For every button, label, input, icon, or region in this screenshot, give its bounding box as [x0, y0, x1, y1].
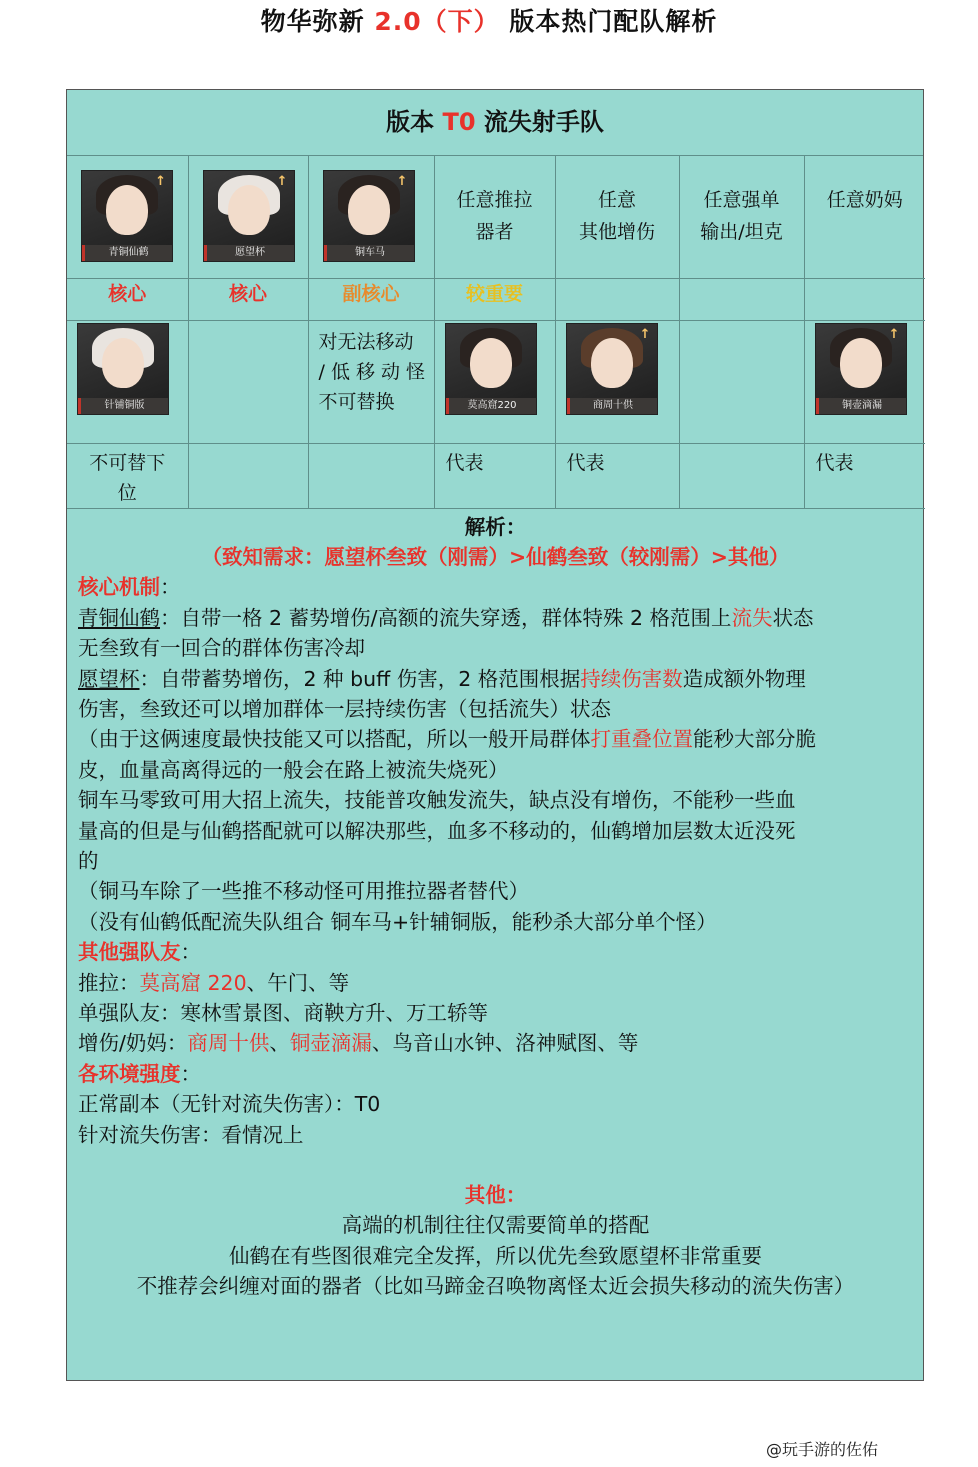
cell-note-3	[308, 443, 434, 508]
character-portrait[interactable]	[445, 323, 537, 415]
upgrade-arrow-icon: ↑	[276, 174, 288, 189]
cell-slot-healer	[804, 156, 925, 278]
misc-line-2: 仙鹤在有些图很难完全发挥，所以优先叁致愿望杯非常重要	[229, 1243, 762, 1268]
role-label	[555, 278, 679, 320]
single-line: 单强队友：寒林雪景图、商鞅方升、万工轿等	[78, 1001, 488, 1025]
portrait-name: 青铜仙鹤	[82, 245, 172, 261]
cell-sub-6	[679, 320, 804, 443]
cell-slot-push	[434, 156, 555, 278]
misc-line-3: 不推荐会纠缠对面的器者（比如马蹄金召唤物离怪太近会损失移动的流失伤害）	[136, 1274, 855, 1299]
role-label	[679, 278, 804, 320]
role-label: 核心	[188, 278, 308, 320]
watermark: @玩手游的佐佑	[765, 1440, 878, 1459]
cell-sub-3	[308, 320, 434, 443]
team-table	[67, 156, 925, 509]
cell-sub-2	[188, 320, 308, 443]
character-portrait[interactable]	[77, 323, 169, 415]
slot-label: 任意强单 输出/坦克	[700, 189, 783, 243]
cell-note-6	[679, 443, 804, 508]
title-part3: 版本热门配队解析	[499, 7, 718, 36]
upgrade-arrow-icon: ↑	[155, 174, 166, 189]
cell-char-3	[308, 156, 434, 278]
note-line-3: （铜马车除了一些推不移动怪可用推拉器者替代）	[78, 879, 529, 904]
env-heading: 各环境强度：	[78, 1061, 201, 1086]
role-label	[804, 278, 925, 320]
cell-slot-dps	[679, 156, 804, 278]
portrait-name: 铜壶滴漏	[816, 398, 906, 414]
note-line-2: 皮，血量高离得远的一般会在路上被流失烧死）	[78, 757, 509, 782]
xianhe-line-2: 无叁致有一回合的群体伤害冷却	[78, 636, 365, 661]
cell-note-1: 不可替下 位	[67, 443, 188, 508]
env-line: 正常副本（无针对流失伤害）：T0	[78, 1092, 381, 1117]
character-portrait[interactable]	[815, 323, 907, 415]
slot-label: 任意奶妈	[826, 189, 903, 211]
table-row	[67, 278, 925, 320]
character-portrait[interactable]	[81, 170, 173, 262]
portrait-name: 莫高窟220	[446, 398, 536, 414]
note-line-4: （没有仙鹤低配流失队组合 铜车马+针辅铜版，能秒杀大部分单个怪）	[78, 909, 717, 934]
cell-note-7: 代表	[804, 443, 925, 508]
table-row	[67, 156, 925, 278]
xianhe-line: 青铜仙鹤：自带一格 2 蓄势增伤/高额的流失穿透，群体特殊 2 格范围上流失状态	[78, 605, 814, 630]
team-sheet	[66, 89, 924, 1381]
cell-note-5: 代表	[555, 443, 679, 508]
character-portrait[interactable]	[566, 323, 658, 415]
table-row	[67, 443, 925, 508]
cell-slot-buff	[555, 156, 679, 278]
table-row	[67, 320, 925, 443]
character-portrait[interactable]	[323, 170, 415, 262]
title-part1: 物华弥新	[260, 7, 375, 36]
cell-note-2	[188, 443, 308, 508]
chema-line-3: 的	[78, 848, 99, 873]
slot-label: 任意 其他增伤	[578, 189, 655, 243]
env-line-2: 针对流失伤害：看情况上	[78, 1122, 304, 1147]
analysis-section	[67, 509, 923, 1302]
cell-char-2	[188, 156, 308, 278]
character-portrait[interactable]	[203, 170, 295, 262]
requirement-line: （致知需求：愿望杯叁致（刚需）>仙鹤叁致（较刚需）>其他）	[201, 544, 790, 569]
cup-line: 愿望杯：自带蓄势增伤，2 种 buff 伤害，2 格范围根据持续伤害数造成额外物理	[78, 666, 806, 691]
sheet-title-tier: T0	[442, 108, 476, 136]
note-line: （由于这俩速度最快技能又可以搭配，所以一般开局群体打重叠位置能秒大部分脆	[78, 727, 816, 752]
role-label: 较重要	[434, 278, 555, 320]
upgrade-arrow-icon: ↑	[396, 174, 408, 189]
cell-sub-4	[434, 320, 555, 443]
misc-line: 高端的机制往往仅需要简单的搭配	[341, 1213, 650, 1238]
sheet-title-part3: 流失射手队	[475, 108, 604, 136]
upgrade-arrow-icon: ↑	[639, 326, 651, 342]
cell-sub-7	[804, 320, 925, 443]
cell-char-1	[67, 156, 188, 278]
cell-sub-5	[555, 320, 679, 443]
slot-label: 任意推拉 器者	[456, 189, 533, 243]
portrait-name: 商周十供	[567, 398, 657, 414]
cell-sub-1	[67, 320, 188, 443]
sheet-title	[67, 90, 923, 156]
role-label: 副核心	[308, 278, 434, 320]
heal-line: 增伤/奶妈：商周十供、铜壶滴漏、鸟音山水钟、洛神赋图、等	[78, 1031, 639, 1056]
title-version: 2.0（下）	[374, 7, 500, 36]
substitute-note: 对无法移动 / 低 移 动 怪 不可替换	[318, 330, 426, 413]
chema-line-2: 量高的但是与仙鹤搭配就可以解决那些，血多不移动的，仙鹤增加层数太近没死	[78, 818, 796, 843]
teammates-heading: 其他强队友：	[78, 940, 201, 965]
misc-heading: 其他：	[464, 1183, 527, 1208]
portrait-name: 针铺铜版	[78, 398, 168, 414]
cell-note-4: 代表	[434, 443, 555, 508]
chema-line: 铜车马零致可用大招上流失，技能普攻触发流失，缺点没有增伤，不能秒一些血	[78, 788, 796, 813]
page-title	[0, 2, 978, 38]
mechanism-heading: 核心机制：	[78, 575, 181, 600]
role-label: 核心	[67, 278, 188, 320]
analysis-heading: 解析：	[464, 514, 527, 539]
sheet-title-part1: 版本	[386, 108, 443, 136]
portrait-name: 铜车马	[324, 245, 414, 261]
upgrade-arrow-icon: ↑	[888, 326, 900, 342]
push-line: 推拉：莫高窟 220、午门、等	[78, 970, 350, 995]
portrait-name: 愿望杯	[204, 245, 294, 261]
cup-line-2: 伤害，叁致还可以增加群体一层持续伤害（包括流失）状态	[78, 696, 611, 721]
